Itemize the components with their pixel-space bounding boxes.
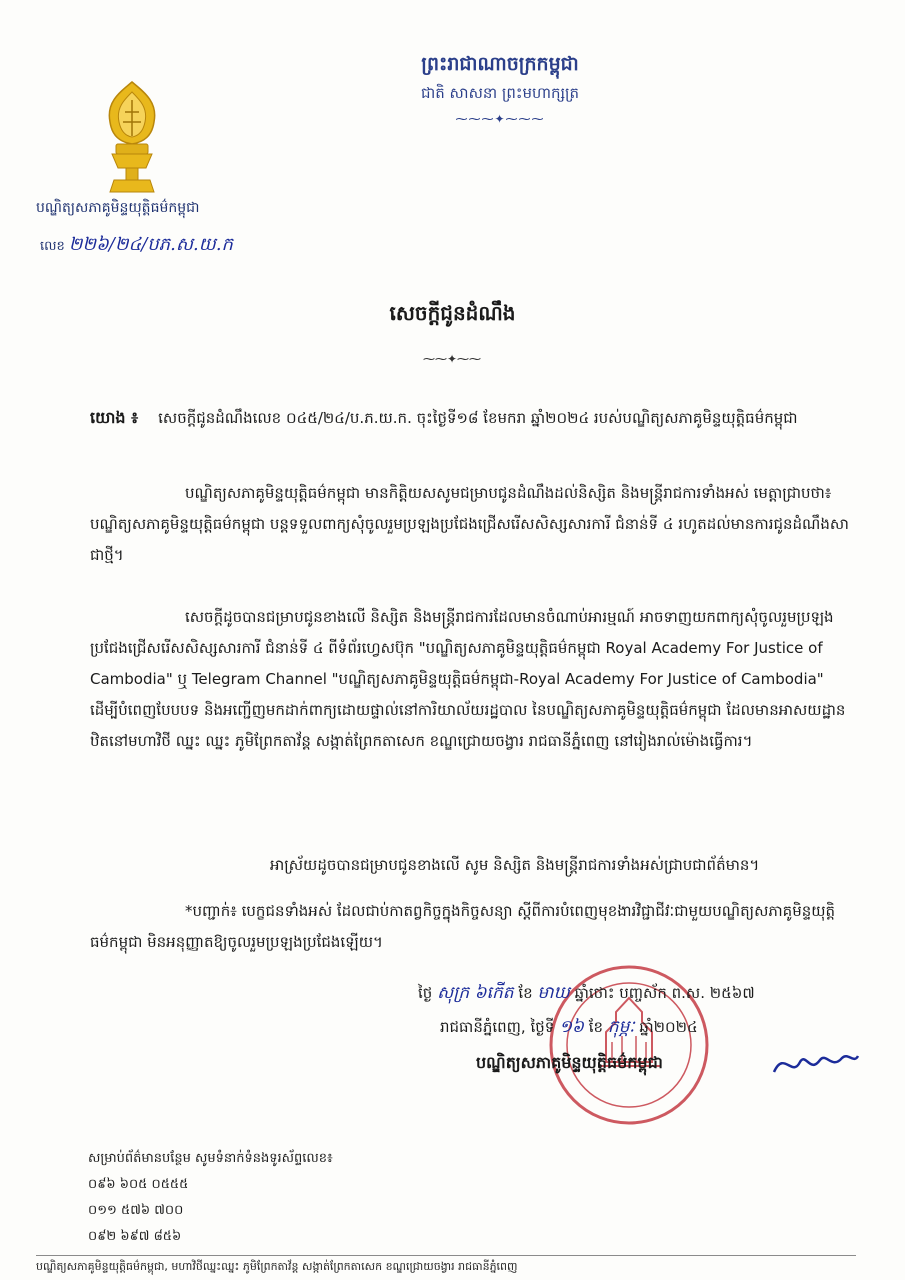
month-label: ខែ bbox=[588, 1018, 604, 1036]
paragraph-3: អាស្រ័យដូចបានជម្រាបជូនខាងលើ សូម និស្សិត និងមន្ត្រីរាជការទាំងអស់ជ្រាបជាព័ត៌មាន។ bbox=[270, 856, 760, 874]
phone-3: ០៩២ ៦៩៧ ៨៥៦ bbox=[88, 1229, 182, 1244]
signature-icon bbox=[770, 1044, 860, 1084]
reference-text: សេចក្តីជូនដំណឹងលេខ ០៤៥/២៤/ប.ភ.យ.ក. ចុះថ្ងៃទី១៨ ខែមករា ឆ្នាំ២០២៤ របស់បណ្ឌិត្យសភាគូមិន្ទយុត្តិធម៌កម្ពុជា bbox=[158, 409, 798, 427]
lunar-day: សុក្រ ៦កើត bbox=[437, 983, 514, 1003]
kingdom-title: ព្រះរាជាណាចក្រកម្ពុជា bbox=[421, 53, 579, 75]
document-number bbox=[40, 232, 233, 259]
paragraph-1: បណ្ឌិត្យសភាគូមិន្ទយុត្តិធម៌កម្ពុជា មានកិត្តិយសសូមជម្រាបជូនដំណឹងដល់និស្សិត និងមន្ត្រីរាជការទាំងអស់ មេត្តាជ្រាបថា៖ បណ្ឌិត្យសភាគូមិន្ទយុត្តិធម៌កម្ពុជា បន្តទទួលពាក្យសុំចូលរួមប្រឡងប្រជែងជ្រើសរើសសិស្សសារការី ជំនាន់ទី ៤ រហូតដល់មានការជូនដំណឹងសាជាថ្មី។ bbox=[90, 484, 849, 564]
paragraph-2: សេចក្តីដូចបានជម្រាបជូនខាងលើ និស្សិត និងមន្ត្រីរាជការដែលមានចំណាប់អារម្មណ៍ អាចទាញយកពាក្យសុំចូលរួមប្រឡងប្រជែងជ្រើសរើសសិស្សសារការី ជំនាន់ទី ៤ ពីទំព័រហ្វេសប៊ុក "បណ្ឌិត្យសភាគូមិន្ទយុត្តិធម៌កម្ពុជា Royal Academy For Justice of Cambodia" ឬ Telegram Channel "បណ្ឌិត្យសភាគូមិន្ទយុត្តិធម៌កម្ពុជា-Royal Academy For Justice of Cambodia" ដើម្បីបំពេញបែបបទ និងអញ្ជើញមកដាក់ពាក្យដោយផ្ទាល់នៅការិយាល័យរដ្ឋបាល នៃបណ្ឌិត្យសភាគូមិន្ទយុត្តិធម៌កម្ពុជា ដែលមានអាសយដ្ឋានឋិតនៅមហាវិថី ឈ្នះ ឈ្នះ ភូមិព្រែកតាវ័ន្ត សង្កាត់ព្រែកតាសេក ខណ្ឌជ្រោយចង្វារ រាជធានីភ្នំពេញ នៅរៀងរាល់ម៉ោងធ្វើការ។ bbox=[90, 608, 846, 750]
academy-emblem-icon bbox=[92, 78, 172, 198]
date-month: កុម្ភៈ bbox=[607, 1017, 635, 1037]
contact-label: សម្រាប់ព័ត៌មានបន្ថែម សូមទំនាក់ទំនងទូរស័ព្ទលេខ៖ bbox=[88, 1151, 333, 1166]
number-label: លេខ bbox=[40, 239, 65, 254]
national-motto: ជាតិ សាសនា ព្រះមហាក្សត្រ bbox=[420, 84, 580, 102]
title-ornament: ⁓⁓✦⁓⁓ bbox=[422, 352, 482, 366]
phone-1: ០៩៦ ៦០៥ ០៥៥៥ bbox=[88, 1177, 189, 1192]
footer-address: បណ្ឌិត្យសភាគូមិន្ទយុត្តិធម៌កម្ពុជា, មហាវិថីឈ្នះឈ្នះ ភូមិព្រែកតាវ័ន្ត សង្កាត់ព្រែកតាសេក ខណ្ឌជ្រោយចង្វារ រាជធានីភ្នំពេញ bbox=[36, 1260, 518, 1273]
issuing-institution: បណ្ឌិត្យសភាគូមិន្ទយុត្តិធម៌កម្ពុជា bbox=[36, 200, 200, 216]
lunar-month-label: ខែ bbox=[518, 984, 533, 1002]
city-label: រាជធានីភ្នំពេញ, ថ្ងៃទី bbox=[440, 1018, 555, 1036]
lunar-month: មាឃ bbox=[537, 983, 570, 1003]
signatory-institution: បណ្ឌិត្យសភាគូមិន្ទយុត្តិធម៌កម្ពុជា bbox=[476, 1053, 663, 1072]
reference-line bbox=[90, 402, 850, 434]
date-day: ១៦ bbox=[559, 1017, 584, 1037]
gregorian-date-line bbox=[440, 1016, 698, 1041]
document-title: សេចក្តីជូនដំណឹង bbox=[389, 301, 516, 325]
lunar-prefix: ថ្ងៃ bbox=[418, 984, 433, 1002]
date-year: ឆ្នាំ២០២៤ bbox=[639, 1018, 698, 1036]
lunar-date-line bbox=[418, 982, 755, 1007]
lunar-year: ឆ្នាំថោះ បញ្ចស័ក ព.ស. ២៥៦៧ bbox=[574, 984, 755, 1002]
kingdom-header bbox=[300, 52, 700, 126]
paragraph-note: *បញ្ជាក់៖ បេក្ខជនទាំងអស់ ដែលជាប់កាតព្វកិច្ចក្នុងកិច្ចសន្យា ស្តីពីការបំពេញមុខងារវិជ្ជាជីវៈជាមួយបណ្ឌិត្យសភាគូមិន្ទយុត្តិធម៌កម្ពុជា មិនអនុញ្ញាតឱ្យចូលរួមប្រឡងប្រជែងឡើយ។ bbox=[90, 902, 836, 951]
phone-2: ០១១ ៥៧៦ ៧០០ bbox=[88, 1203, 184, 1218]
motto-ornament: ⁓⁓⁓✦⁓⁓⁓ bbox=[455, 112, 545, 126]
footer-divider bbox=[36, 1255, 856, 1256]
number-value: ២២៦/២៤/បភ.ស.យ.ក bbox=[68, 234, 233, 255]
reference-label: យោង ៖ bbox=[90, 408, 139, 427]
contact-info bbox=[88, 1146, 333, 1250]
